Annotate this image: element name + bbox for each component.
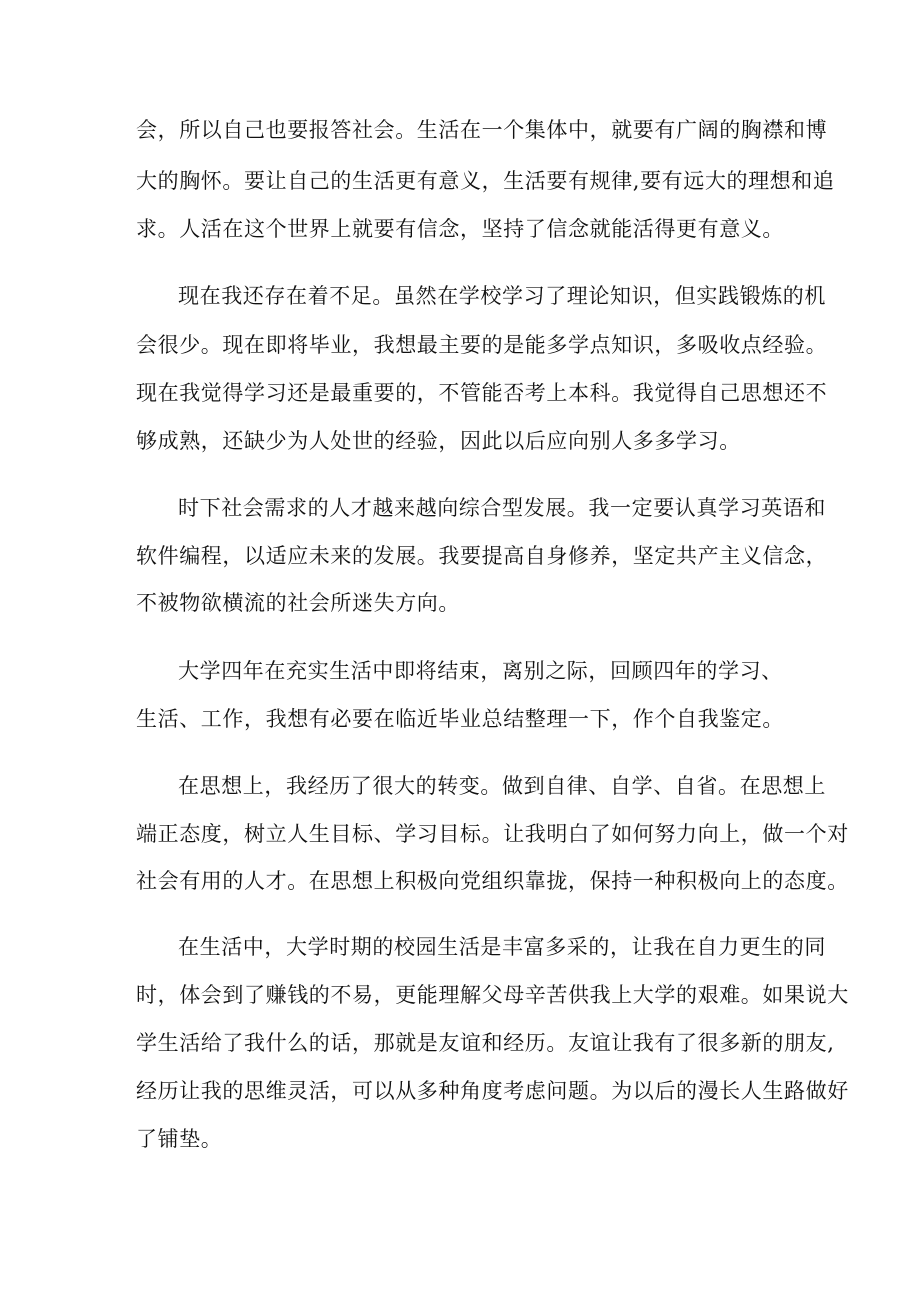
paragraph-6-line-3: 学生活给了我什么的话，那就是友谊和经历。友谊让我有了很多新的朋友, <box>136 1031 835 1055</box>
paragraph-6-line-1: 在生活中，大学时期的校园生活是丰富多采的，让我在自力更生的同 <box>178 935 826 959</box>
paragraph-6-line-4: 经历让我的思维灵活，可以从多种角度考虑问题。为以后的漫长人生路做好 <box>136 1079 849 1103</box>
paragraph-3-line-3: 不被物欲横流的社会所迷失方向。 <box>136 591 460 615</box>
paragraph-2-line-1: 现在我还存在着不足。虽然在学校学习了理论知识，但实践锻炼的机 <box>178 284 826 308</box>
paragraph-3-line-2: 软件编程，以适应未来的发展。我要提高自身修养，坚定共产主义信念， <box>136 544 828 568</box>
paragraph-4-line-2: 生活、工作，我想有必要在临近毕业总结整理一下，作个自我鉴定。 <box>136 707 784 731</box>
paragraph-6-line-2: 时，体会到了赚钱的不易，更能理解父母辛苦供我上大学的艰难。如果说大 <box>136 983 849 1007</box>
paragraph-1-line-1: 会，所以自己也要报答社会。生活在一个集体中，就要有广阔的胸襟和博 <box>136 118 828 142</box>
paragraph-2-line-3: 现在我觉得学习还是最重要的，不管能否考上本科。我觉得自己思想还不 <box>136 381 828 405</box>
paragraph-5-line-2: 端正态度，树立人生目标、学习目标。让我明白了如何努力向上，做一个对 <box>136 822 849 846</box>
paragraph-3-line-1: 时下社会需求的人才越来越向综合型发展。我一定要认真学习英语和 <box>178 496 826 520</box>
paragraph-2-line-2: 会很少。现在即将毕业，我想最主要的是能多学点知识，多吸收点经验。 <box>136 333 828 357</box>
paragraph-4-line-1: 大学四年在充实生活中即将结束，离别之际，回顾四年的学习、 <box>178 659 783 683</box>
paragraph-6-line-5: 了铺垫。 <box>136 1127 223 1151</box>
paragraph-2-line-4: 够成熟，还缺少为人处世的经验，因此以后应向别人多多学习。 <box>136 429 741 453</box>
paragraph-5-line-1: 在思想上，我经历了很大的转变。做到自律、自学、自省。在思想上 <box>178 774 826 798</box>
paragraph-1-line-3: 求。人活在这个世界上就要有信念，坚持了信念就能活得更有意义。 <box>136 217 784 241</box>
paragraph-1-line-2: 大的胸怀。要让自己的生活更有意义，生活要有规律,要有远大的理想和追 <box>136 169 835 193</box>
paragraph-5-line-3: 社会有用的人才。在思想上积极向党组织靠拢，保持一种积极向上的态度。 <box>136 869 849 893</box>
